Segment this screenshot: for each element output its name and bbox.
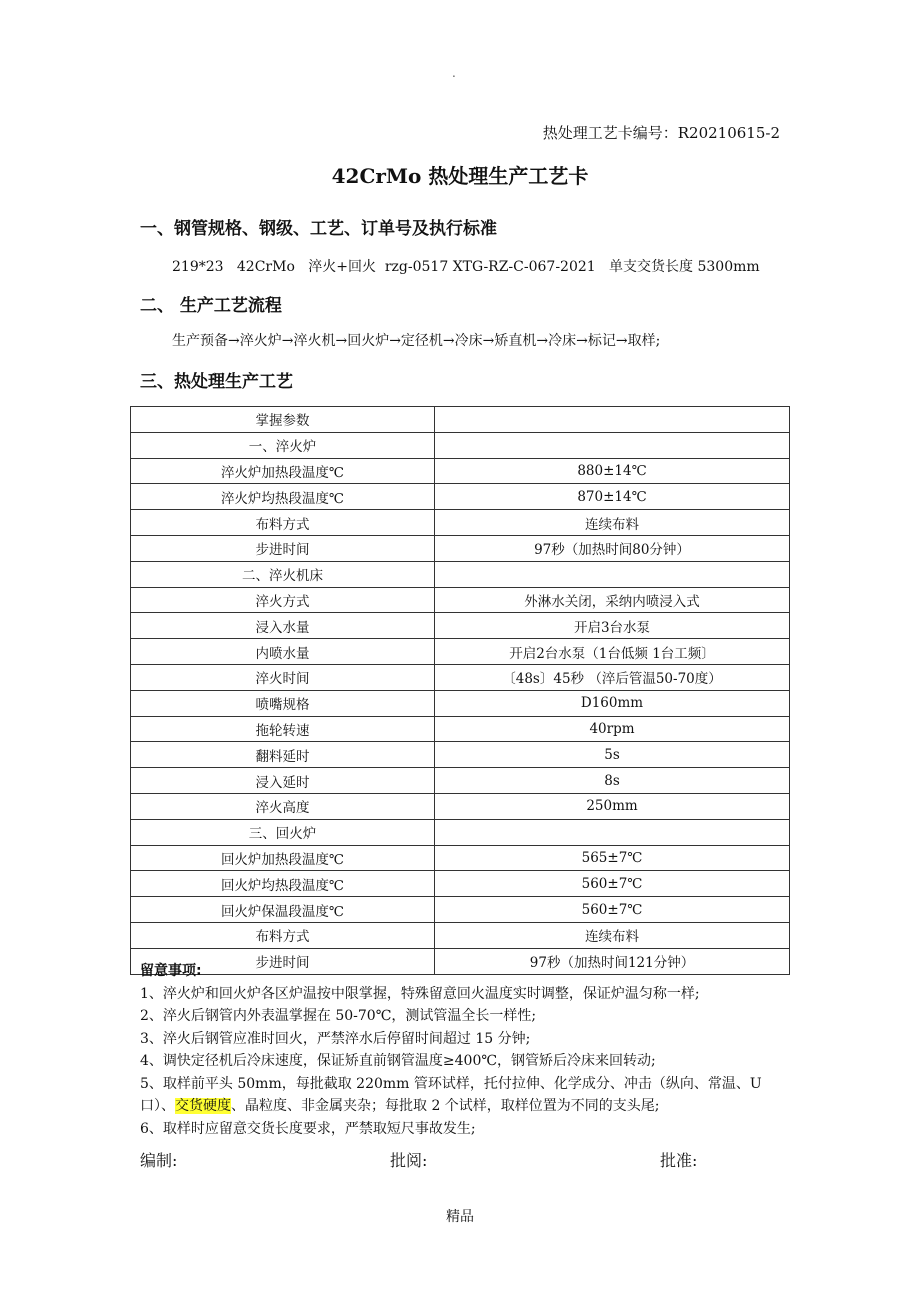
- param-value: 〔48s〕45秒 （淬后管温50-70度）: [435, 664, 790, 690]
- param-label: 布料方式: [131, 922, 435, 948]
- param-label: 二、淬火机床: [131, 561, 435, 587]
- table-row: [131, 458, 790, 484]
- param-value: [435, 407, 790, 433]
- note-item: 2、淬火后钢管内外表温掌握在 50-70℃，测试管温全长一样性;: [140, 1008, 537, 1024]
- param-value: 开启2台水泵（1台低频 1台工频〕: [435, 639, 790, 665]
- param-value: 560±7℃: [435, 871, 790, 897]
- table-row: [131, 613, 790, 639]
- param-value: 连续布料: [435, 510, 790, 536]
- param-label: 布料方式: [131, 510, 435, 536]
- param-label: 淬火方式: [131, 587, 435, 613]
- param-label: 回火炉均热段温度℃: [131, 871, 435, 897]
- page-footer: 精品: [446, 1209, 474, 1225]
- table-row: [131, 484, 790, 510]
- param-label: 回火炉加热段温度℃: [131, 845, 435, 871]
- note-item: 4、调快定径机后冷床速度，保证矫直前钢管温度≥400℃，钢管矫后冷床来回转动;: [140, 1053, 656, 1069]
- param-value: 40rpm: [435, 716, 790, 742]
- section2-heading: 二、 生产工艺流程: [140, 296, 282, 316]
- table-row: [131, 690, 790, 716]
- signature-approved: 批准:: [660, 1151, 698, 1170]
- param-label: 步进时间: [131, 535, 435, 561]
- card-number: 热处理工艺卡编号：R20210615-2: [542, 124, 780, 142]
- param-label: 拖轮转速: [131, 716, 435, 742]
- table-row: [131, 845, 790, 871]
- signature-reviewed: 批阅:: [390, 1151, 428, 1170]
- param-label: 掌握参数: [131, 407, 435, 433]
- param-value: [435, 432, 790, 458]
- param-value: 8s: [435, 768, 790, 794]
- table-row: [131, 432, 790, 458]
- param-label: 喷嘴规格: [131, 690, 435, 716]
- table-row: [131, 510, 790, 536]
- notes-title: 留意事项:: [140, 963, 202, 979]
- param-label: 一、淬火炉: [131, 432, 435, 458]
- table-row: [131, 535, 790, 561]
- table-row: [131, 768, 790, 794]
- table-row: [131, 922, 790, 948]
- param-value: 97秒（加热时间80分钟）: [435, 535, 790, 561]
- table-row: [131, 587, 790, 613]
- note-item-5-text: 5、取样前平头 50mm，每批截取 220mm 管环试样，托付拉伸、化学成分、冲击（纵向、常温、U 口）、: [140, 1075, 762, 1114]
- process-flow: 生产预备→淬火炉→淬火机→回火炉→定径机→冷床→矫直机→冷床→标记→取样;: [172, 333, 661, 349]
- param-value: 560±7℃: [435, 897, 790, 923]
- param-label: 淬火炉加热段温度℃: [131, 458, 435, 484]
- page-title: 42CrMo 热处理生产工艺卡: [331, 164, 589, 188]
- param-label: 淬火时间: [131, 664, 435, 690]
- table-row: [131, 716, 790, 742]
- section1-heading: 一、钢管规格、钢级、工艺、订单号及执行标准: [140, 219, 497, 239]
- process-table: [130, 406, 790, 975]
- table-row: [131, 407, 790, 433]
- note-item-5-rest: 、晶粒度、非金属夹杂；每批取 2 个试样，取样位置为不同的支头尾;: [231, 1098, 660, 1114]
- param-label: 浸入延时: [131, 768, 435, 794]
- notes-block: [140, 960, 800, 1140]
- param-label: 浸入水量: [131, 613, 435, 639]
- table-row: [131, 664, 790, 690]
- param-label: 步进时间: [131, 948, 435, 974]
- param-value: 250mm: [435, 793, 790, 819]
- param-value: 开启3台水泵: [435, 613, 790, 639]
- param-value: 5s: [435, 742, 790, 768]
- param-label: 回火炉保温段温度℃: [131, 897, 435, 923]
- param-value: 870±14℃: [435, 484, 790, 510]
- table-row: [131, 871, 790, 897]
- highlighted-term: 交货硬度: [175, 1098, 231, 1114]
- table-row: [131, 639, 790, 665]
- section3-heading: 三、热处理生产工艺: [140, 372, 293, 392]
- top-dot: .: [452, 66, 456, 80]
- note-item: 1、淬火炉和回火炉各区炉温按中限掌握，特殊留意回火温度实时调整，保证炉温匀称一样;: [140, 985, 700, 1002]
- param-label: 三、回火炉: [131, 819, 435, 845]
- param-value: 97秒（加热时间121分钟）: [435, 948, 790, 974]
- spec-line: 219*23 42CrMo 淬火+回火 rzg-0517 XTG-RZ-C-067-2021 单支交货长度 5300mm: [172, 259, 760, 275]
- table-row: [131, 897, 790, 923]
- param-value: 565±7℃: [435, 845, 790, 871]
- note-item: 6、取样时应留意交货长度要求，严禁取短尺事故发生;: [140, 1120, 476, 1137]
- table-row: [131, 793, 790, 819]
- param-value: 880±14℃: [435, 458, 790, 484]
- param-value: 连续布料: [435, 922, 790, 948]
- note-item-5: [140, 1073, 800, 1118]
- param-label: 淬火高度: [131, 793, 435, 819]
- signature-compiled: 编制:: [140, 1151, 178, 1170]
- param-label: 翻料延时: [131, 742, 435, 768]
- param-value: [435, 819, 790, 845]
- param-value: 外淋水关闭，采纳内喷浸入式: [435, 587, 790, 613]
- param-value: D160mm: [435, 690, 790, 716]
- table-row: [131, 819, 790, 845]
- param-label: 内喷水量: [131, 639, 435, 665]
- note-item: 3、淬火后钢管应准时回火，严禁淬水后停留时间超过 15 分钟;: [140, 1030, 531, 1047]
- param-label: 淬火炉均热段温度℃: [131, 484, 435, 510]
- table-row: [131, 561, 790, 587]
- param-value: [435, 561, 790, 587]
- table-row: [131, 742, 790, 768]
